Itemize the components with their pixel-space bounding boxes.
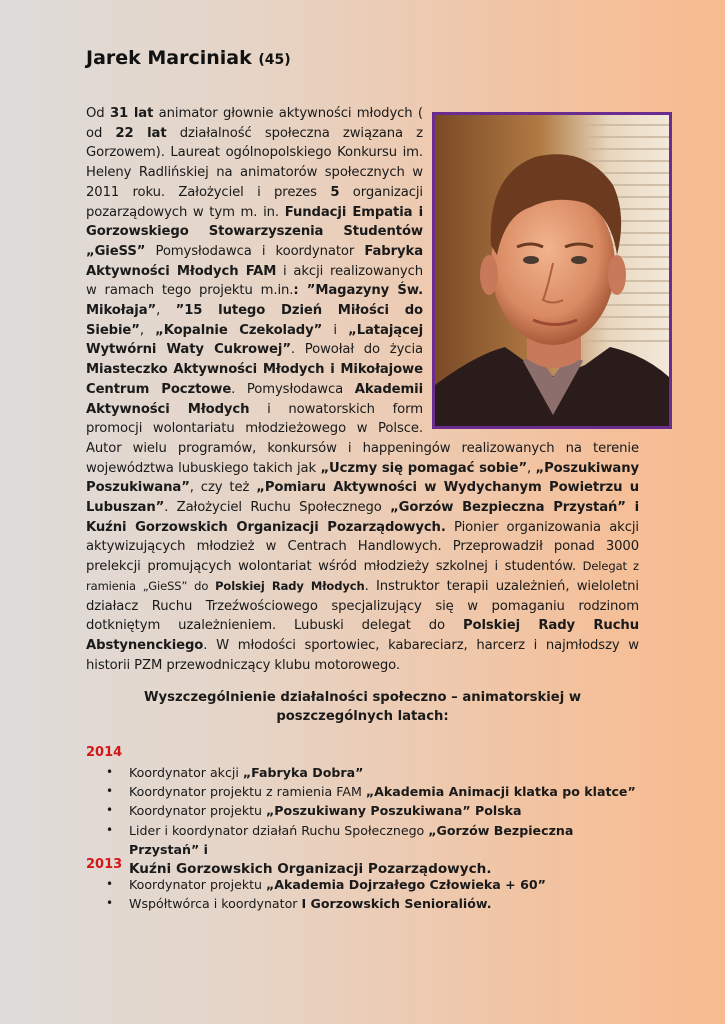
bullet-icon: • [106, 784, 114, 799]
activity-list-2013 [102, 875, 642, 913]
bullet-icon: • [106, 765, 114, 779]
activity-bold-run: „Fabryka Dobra” [242, 765, 364, 780]
photo-spacer [423, 104, 639, 430]
activity-text-run: Koordynator akcji [129, 765, 243, 780]
bio-text-run: . W młodości sportowiec, kabareciarz, harcerz i najmłodszy w historii PZM przewodniczący klubu motorowego. [86, 637, 639, 673]
person-name: Jarek Marciniak [86, 47, 252, 69]
activity-bold-run: „Gorzów Bezpieczna Przystań” i [129, 822, 574, 857]
bio-bold-run: ”15 lutego Dzień Miłości do Siebie” [86, 303, 423, 338]
bullet-icon: • [106, 877, 114, 891]
bio-bold-run: „Kopalnie Czekolady” [155, 322, 323, 338]
bio-bold-run: : ”Magazyny Św. Mikołaja” [86, 283, 423, 319]
activity-item [102, 801, 642, 820]
bio-bold-run: „Uczmy się pomagać sobie” [320, 460, 528, 476]
person-age: (45) [258, 52, 291, 68]
year-heading-2014: 2014 [86, 745, 123, 760]
bio-bold-run: Akademii Aktywności Młodych [86, 381, 423, 417]
bio-text-run: Od [86, 106, 110, 121]
activity-item [102, 821, 642, 880]
bio-text-run: , [139, 322, 156, 338]
activity-item [102, 763, 642, 782]
bio-bold-run: 22 lat [115, 125, 167, 141]
activity-item [102, 875, 642, 894]
year-heading-2013: 2013 [86, 857, 123, 872]
bio-text-run: Delegat z ramienia „GieSS” do [86, 559, 639, 593]
activity-bold-run: I Gorzowskich Senioraliów. [301, 896, 492, 912]
bio-text-run: , [156, 303, 176, 319]
bio-text-run: . Pomysłodawca [231, 381, 355, 397]
bio-bold-run: Fundacji Empatia i Gorzowskiego Stowarzyszenia Studentów „GieSS” [86, 204, 423, 259]
bio-bold-run: Fabryka Aktywności Młodych FAM [86, 243, 423, 279]
activity-text-run: Lider i koordynator działań Ruchu Społecznego [129, 822, 429, 838]
bio-text-run: . Powołał do życia [290, 342, 423, 358]
activity-bold-run: „Poszukiwany Poszukiwana” Polska [266, 803, 522, 819]
activity-bold-run: „Akademia Animacji klatka po klatce” [365, 784, 636, 800]
activity-item [102, 782, 642, 801]
bio-text-run: Pionier organizowania akcji aktywizujących młodzież w Centrach Handlowych. Przeprowadził ponad 3000 prelekcji promujących wolontariat wśród młodzieży szkolnej i studentów. [86, 519, 639, 575]
activity-bold-run: Kuźni Gorzowskich Organizacji Pozarządowych. [129, 861, 492, 878]
bio-bold-run: Miasteczko Aktywności Młodych i Mikołajowe Centrum Pocztowe [86, 362, 423, 397]
bio-bold-run: Polskiej Rady Młodych [215, 578, 365, 593]
bio-text-run: , [527, 460, 536, 476]
bio-text-run: . Instruktor terapii uzależnień, wieloletni działacz Ruchu Trzeźwościowego specjalizujący się w pomaganiu rodzinom dotkniętym uzależnieniem. Lubuski delegat do [86, 578, 639, 634]
bio-bold-run: 5 [330, 184, 340, 200]
activity-text-run: Współtwórca i koordynator [129, 896, 302, 912]
bio-bold-run: „Pomiaru Aktywności w Wydychanym Powietrzu u Lubuszan” [86, 480, 639, 516]
biography-text [86, 104, 639, 675]
bullet-icon: • [106, 803, 114, 818]
bio-text-run: , czy też [189, 480, 257, 496]
bio-text-run: animator głownie aktywności młodych ( od [86, 106, 423, 141]
activity-text-run: Koordynator projektu z ramienia FAM [129, 784, 366, 800]
section-heading: Wyszczególnienie działalności społeczno – animatorskiej w poszczególnych latach: [143, 690, 582, 724]
bio-text-run: i [322, 322, 349, 338]
bullet-icon: • [106, 896, 114, 911]
bio-text-run: . Założyciel Ruchu Społecznego [164, 500, 391, 516]
activity-text-run: Koordynator projektu [129, 877, 267, 892]
activity-bold-run: „Akademia Dojrzałego Człowieka + 60” [266, 877, 546, 892]
bio-text-run: organizacji pozarządowych w tym m. in. [86, 184, 423, 220]
page-title [86, 47, 291, 69]
activity-text-run: Koordynator projektu [129, 803, 267, 819]
bio-text-run: i nowatorskich form promocji wolontariatu młodzieżowego w Polsce. Autor wielu programów, konkursów i happeningów realizowanych na terenie województwa lubuskiego takich jak [86, 401, 639, 476]
bullet-icon: • [106, 822, 114, 837]
activity-item [102, 894, 642, 913]
bio-bold-run: „Latającej Wytwórni Waty Cukrowej” [86, 322, 424, 358]
bio-bold-run: 31 lat [109, 106, 154, 121]
bio-text-run: Pomysłodawca i koordynator [145, 243, 365, 259]
activity-list-2014 [102, 763, 642, 879]
bio-text-run: i akcji realizowanych w ramach tego projektu m.in. [86, 263, 423, 299]
bio-bold-run: „Gorzów Bezpieczna Przystań” i Kuźni Gorzowskich Organizacji Pozarządowych. [86, 500, 640, 535]
bio-text-run: działalność społeczna związana z Gorzowem). Laureat ogólnopolskiego Konkursu im. Heleny Radlińskiej na animatorów społecznych w 2011 roku. Założyciel i prezes [86, 125, 423, 200]
bio-bold-run: „Poszukiwany Poszukiwana” [86, 460, 640, 496]
bio-bold-run: Polskiej Rady Ruchu Abstynenckiego [86, 618, 639, 653]
